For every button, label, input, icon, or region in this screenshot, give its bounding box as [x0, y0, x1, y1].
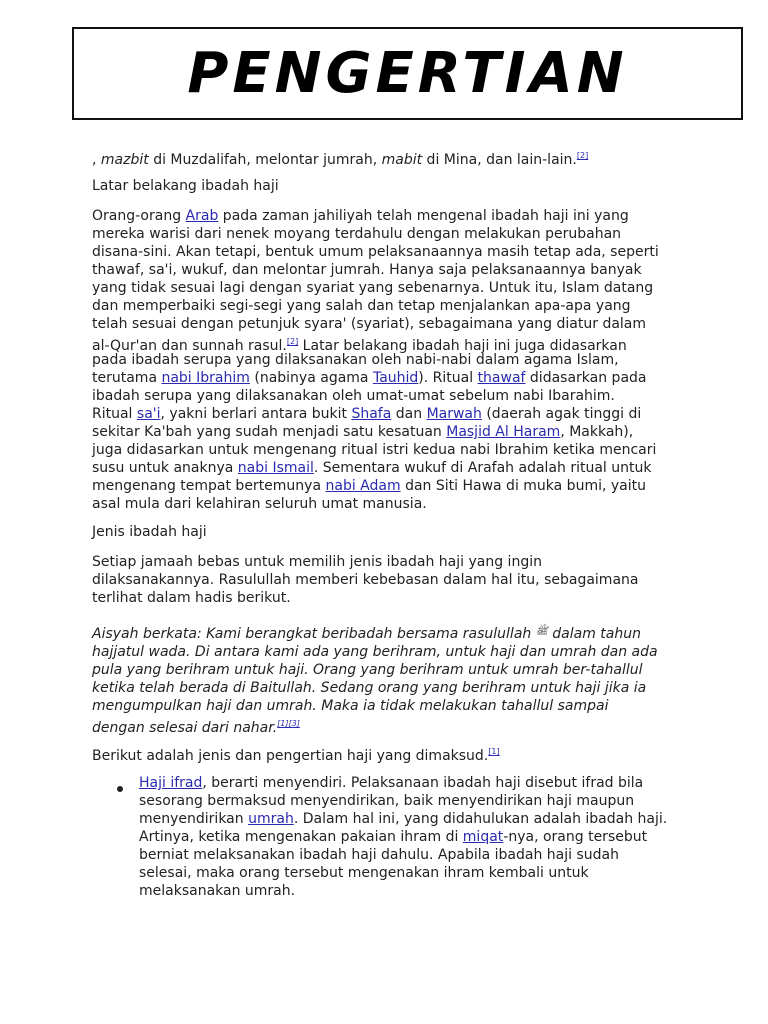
text: dengan selesai dari nahar. — [92, 720, 278, 736]
wiki-link[interactable]: Haji ifrad — [139, 775, 203, 791]
citation-link[interactable]: [2] — [286, 337, 299, 346]
text: telah sesuai dengan petunjuk syara' (syariat), sebagaimana yang diatur dalam — [92, 316, 647, 332]
wiki-link[interactable]: nabi Adam — [325, 478, 401, 494]
text: mereka warisi dari nenek moyang terdahulu dengan melakukan perubahan — [92, 226, 622, 242]
text: sesorang bermaksud menyendirikan, baik menyendirikan haji maupun — [139, 793, 635, 809]
text: Ritual — [92, 406, 137, 422]
text: terlihat dalam hadis berikut. — [92, 590, 291, 606]
text: . Dalam hal ini, yang didahulukan adalah ibadah haji. — [293, 811, 668, 827]
text-line — [92, 679, 646, 697]
text: ). Ritual — [418, 370, 478, 386]
text-line — [92, 477, 646, 495]
text: ibadah serupa yang dilaksanakan oleh umat-umat sebelum nabi Ibarahim. — [92, 388, 615, 404]
text: asal mula dari kelahiran seluruh umat manusia. — [92, 496, 427, 512]
text-line — [92, 351, 619, 369]
wiki-link[interactable]: Marwah — [426, 406, 482, 422]
text-line — [92, 715, 300, 737]
text-line — [92, 405, 641, 423]
text: menyendirikan — [139, 811, 249, 827]
text: sekitar Ka'bah yang sudah menjadi satu kesatuan — [92, 424, 447, 440]
text-line — [139, 774, 643, 792]
text-line — [92, 207, 629, 225]
text-line — [92, 625, 641, 643]
text-line — [92, 423, 633, 441]
wiki-link[interactable]: umrah — [248, 811, 294, 827]
text: pula yang berihram untuk haji. Orang yang berihram untuk umrah ber-tahallul — [92, 662, 643, 678]
citation-link[interactable]: [2] — [576, 151, 589, 160]
italic-term: mazbit — [100, 152, 149, 168]
wiki-link[interactable]: Masjid Al Haram — [446, 424, 561, 440]
citation-link[interactable]: [1] — [488, 747, 500, 756]
text-line — [92, 661, 643, 679]
citation-link[interactable]: [1][3] — [277, 719, 300, 728]
list-bullet — [117, 786, 123, 792]
text: susu untuk anaknya — [92, 460, 238, 476]
text: juga didasarkan untuk mengenang ritual istri kedua nabi Ibrahim ketika mencari — [92, 442, 657, 458]
text: (nabinya agama — [249, 370, 373, 386]
text-line — [92, 177, 279, 195]
text: Artinya, ketika mengenakan pakaian ihram di — [139, 829, 463, 845]
page-title: PENGERTIAN — [187, 41, 628, 106]
text: hajjatul wada. Di antara kami ada yang berihram, untuk haji dan umrah dan ada — [92, 644, 658, 660]
text-line — [92, 261, 642, 279]
text: disana-sini. Akan tetapi, bentuk umum pelaksanaannya masih tetap ada, seperti — [92, 244, 659, 260]
text: -nya, orang tersebut — [503, 829, 648, 845]
wiki-link[interactable]: miqat — [462, 829, 504, 845]
text-line — [92, 315, 646, 333]
text: Berikut adalah jenis dan pengertian haji yang dimaksud. — [92, 748, 489, 764]
text: (daerah agak tinggi di — [481, 406, 642, 422]
text: di Mina, dan lain-lain. — [422, 152, 577, 168]
wiki-link[interactable]: nabi Ibrahim — [161, 370, 250, 386]
text-line — [139, 792, 634, 810]
text-line — [92, 279, 653, 297]
text: terutama — [92, 370, 162, 386]
text: Aisyah berkata: Kami berangkat beribadah bersama rasulullah — [92, 626, 536, 642]
text: didasarkan pada — [525, 370, 647, 386]
text: berniat melaksanakan ibadah haji dahulu. Apabila ibadah haji sudah — [139, 847, 619, 863]
text: di Muzdalifah, melontar jumrah, — [148, 152, 382, 168]
wiki-link[interactable]: sa'i — [136, 406, 161, 422]
text: dan Siti Hawa di muka bumi, yaitu — [400, 478, 646, 494]
title-box — [72, 27, 743, 120]
wiki-link[interactable]: thawaf — [477, 370, 526, 386]
text: dalam tahun — [547, 626, 641, 642]
text: , berarti menyendiri. Pelaksanaan ibadah haji disebut ifrad bila — [202, 775, 644, 791]
text-line — [92, 243, 659, 261]
text-line — [139, 828, 647, 846]
text: dan — [391, 406, 427, 422]
text: dilaksanakannya. Rasulullah memberi kebebasan dalam hal itu, sebagaimana — [92, 572, 639, 588]
text: , yakni berlari antara bukit — [160, 406, 352, 422]
text-line — [92, 589, 291, 607]
text-line — [92, 297, 631, 315]
wiki-link[interactable]: Arab — [185, 208, 219, 224]
text-line — [92, 225, 621, 243]
salawat-glyph: ﷺ — [535, 626, 548, 637]
text: mengumpulkan haji dan umrah. Maka ia tidak melakukan tahallul sampai — [92, 698, 609, 714]
text-line — [139, 882, 295, 900]
text: yang tidak sesuai lagi dengan syariat yang sebenarnya. Untuk itu, Islam datang — [92, 280, 654, 296]
text: dan memperbaiki segi-segi yang salah dan tetap menjalankan apa-apa yang — [92, 298, 631, 314]
text-line — [139, 864, 589, 882]
text-line — [92, 147, 588, 169]
text: al-Qur'an dan sunnah rasul. — [92, 338, 287, 354]
text-line — [92, 441, 656, 459]
text-line — [92, 387, 615, 405]
text-line — [139, 810, 667, 828]
text: Setiap jamaah bebas untuk memilih jenis ibadah haji yang ingin — [92, 554, 542, 570]
text: Orang-orang — [92, 208, 186, 224]
text-line — [92, 553, 542, 571]
text: Latar belakang ibadah haji ini juga didasarkan — [298, 338, 627, 354]
text: . Sementara wukuf di Arafah adalah ritual untuk — [313, 460, 652, 476]
text-line — [92, 697, 608, 715]
text: pada zaman jahiliyah telah mengenal ibadah haji ini yang — [218, 208, 629, 224]
text: melaksanakan umrah. — [139, 883, 296, 899]
text-line — [92, 369, 647, 387]
text: Latar belakang ibadah haji — [92, 178, 279, 194]
text-line — [92, 459, 651, 477]
text: , — [92, 152, 101, 168]
text-line — [92, 495, 427, 513]
text-line — [92, 523, 207, 541]
text: , Makkah), — [560, 424, 634, 440]
text: selesai, maka orang tersebut mengenakan ihram kembali untuk — [139, 865, 589, 881]
text-line — [139, 846, 619, 864]
wiki-link[interactable]: Shafa — [351, 406, 392, 422]
text: ketika telah berada di Baitullah. Sedang orang yang berihram untuk haji jika ia — [92, 680, 647, 696]
text: thawaf, sa'i, wukuf, dan melontar jumrah. Hanya saja pelaksanaannya banyak — [92, 262, 642, 278]
text-line — [92, 743, 500, 765]
text: Jenis ibadah haji — [92, 524, 207, 540]
text: pada ibadah serupa yang dilaksanakan oleh nabi-nabi dalam agama Islam, — [92, 352, 619, 368]
text-line — [92, 571, 638, 589]
italic-term: mabit — [381, 152, 423, 168]
wiki-link[interactable]: nabi Ismail — [237, 460, 314, 476]
wiki-link[interactable]: Tauhid — [372, 370, 419, 386]
text-line — [92, 643, 658, 661]
text: mengenang tempat bertemunya — [92, 478, 326, 494]
